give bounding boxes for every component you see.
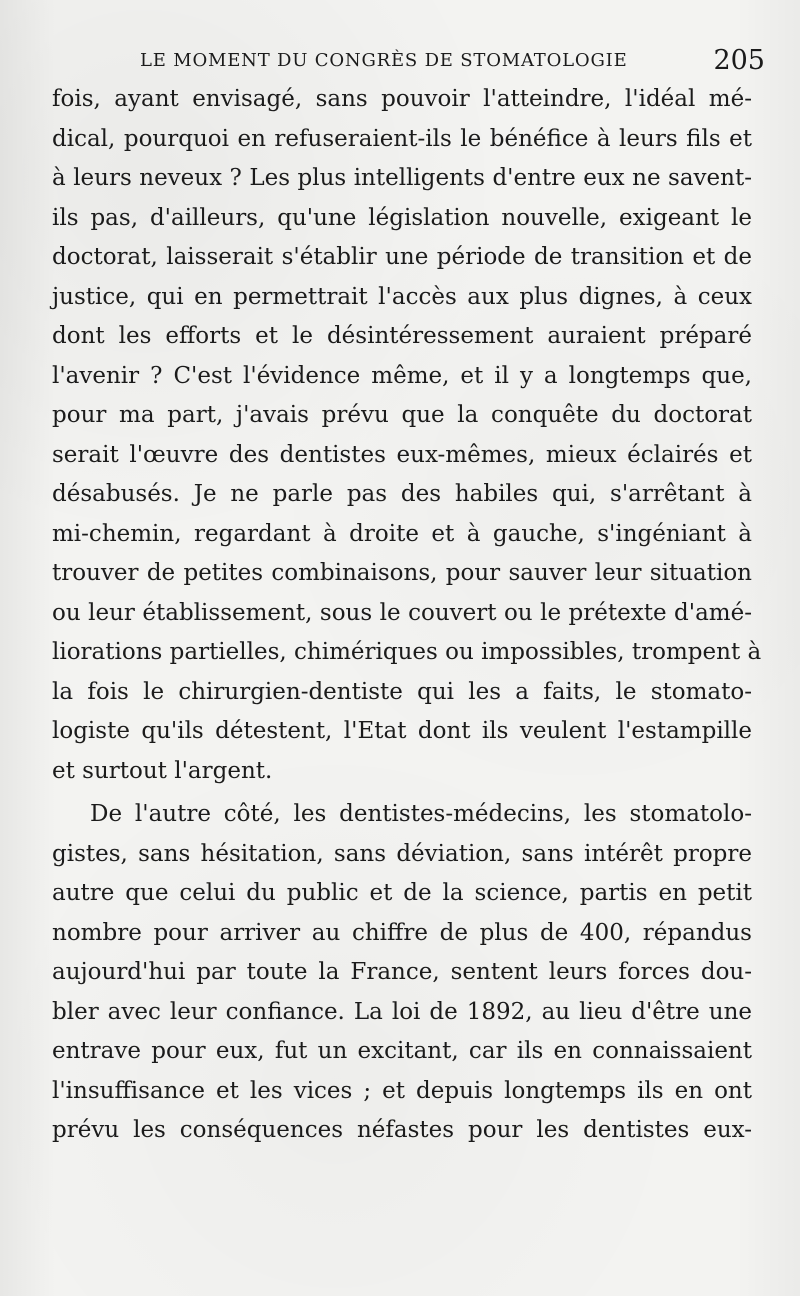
page-header (140, 46, 765, 76)
text-line: fois, ayant envisagé, sans pouvoir l'atteindre, l'idéal mé- (52, 86, 752, 112)
text-line: nombre pour arriver au chiffre de plus de 400, répandus (52, 919, 752, 946)
text-line: doctorat, laisserait s'établir une période de transition et de (52, 244, 752, 270)
text-line: dont les efforts et le désintéressement auraient préparé (52, 323, 752, 349)
text-line: mi-chemin, regardant à droite et à gauche, s'ingéniant à (52, 520, 752, 547)
paragraph-start-line: De l'autre côté, les dentistes-médecins, les stomatolo- (90, 801, 752, 827)
text-line: l'insuffisance et les vices ; et depuis longtemps ils en ont (52, 1077, 752, 1104)
text-line: gistes, sans hésitation, sans déviation, sans intérêt propre (52, 840, 752, 867)
text-line: désabusés. Je ne parle pas des habiles qui, s'arrêtant à (52, 481, 752, 507)
text-line: dical, pourquoi en refuseraient-ils le bénéfice à leurs fils et (52, 125, 752, 152)
text-line: pour ma part, j'avais prévu que la conquête du doctorat (52, 402, 752, 428)
text-line: ils pas, d'ailleurs, qu'une législation nouvelle, exigeant le (52, 204, 752, 231)
text-line: à leurs neveux ? Les plus intelligents d'entre eux ne savent- (52, 165, 752, 191)
text-line: autre que celui du public et de la science, partis en petit (52, 880, 752, 906)
paragraph-end-line: et surtout l'argent. (52, 757, 273, 784)
text-line: bler avec leur confiance. La loi de 1892, au lieu d'être une (52, 998, 752, 1025)
text-line: liorations partielles, chimériques ou impossibles, trompent à (52, 639, 762, 665)
text-line: logiste qu'ils détestent, l'Etat dont ils veulent l'estampille (52, 718, 752, 744)
text-line: la fois le chirurgien-dentiste qui les a faits, le stomato- (52, 678, 752, 705)
text-line: l'avenir ? C'est l'évidence même, et il y a longtemps que, (52, 362, 752, 389)
body-text (52, 80, 762, 1151)
text-line: prévu les conséquences néfastes pour les dentistes eux- (52, 1117, 752, 1143)
running-title: LE MOMENT DU CONGRÈS DE STOMATOLOGIE (140, 50, 628, 71)
text-line: serait l'œuvre des dentistes eux-mêmes, mieux éclairés et (52, 441, 752, 468)
text-line: entrave pour eux, fut un excitant, car ils en connaissaient (52, 1038, 752, 1064)
text-line: aujourd'hui par toute la France, sentent leurs forces dou- (52, 959, 752, 985)
text-line: justice, qui en permettrait l'accès aux plus dignes, à ceux (52, 283, 752, 310)
page-number: 205 (713, 45, 765, 76)
text-line: ou leur établissement, sous le couvert ou le prétexte d'amé- (52, 599, 752, 626)
text-line: trouver de petites combinaisons, pour sauver leur situation (52, 560, 752, 586)
